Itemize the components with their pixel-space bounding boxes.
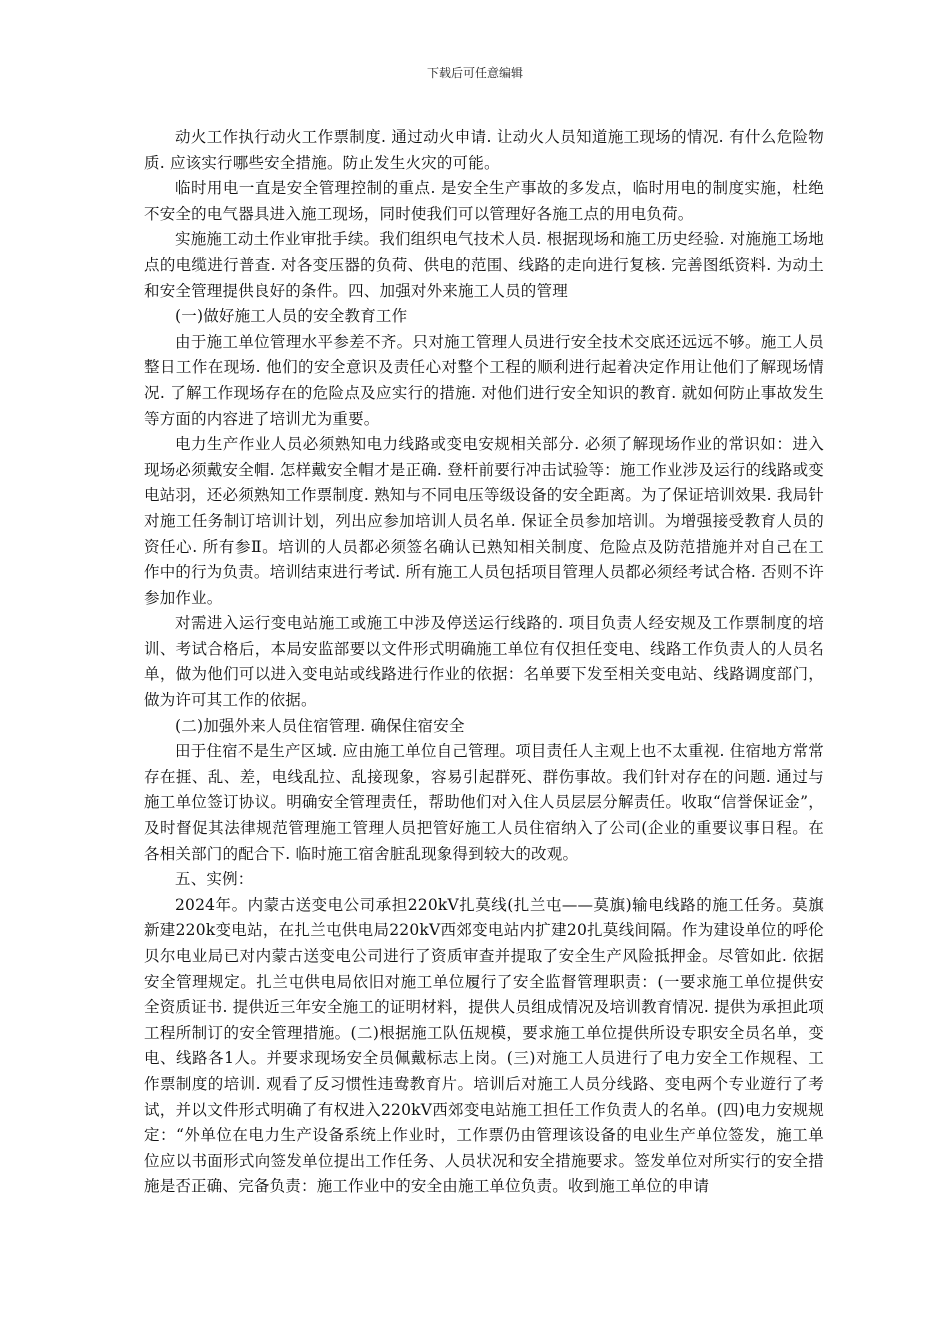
page-header: 下载后可任意编辑 (426, 66, 523, 80)
paragraph: 电力生产作业人员必须熟知电力线路或变电安规相关部分. 必须了解现场作业的常识如：进入现场必须戴安全帽. 怎样戴安全帽才是正确. 登杆前要行冲击试验等：施工作业涉及运行的线路或变电站羽，还必须熟知工作票制度. 熟知与不同电压等级设备的安全距离。为了保证培训效果. 我局针对施工任务制订培训计划，列出应参加培训人员名单. 保证全员参加培训。为增强接受教育人员的资任心. 所有参Ⅱ。培训的人员都必须签名确认已熟知相关制度、危险点及防范措施并对自己在工作中的行为负责。培训结束进行考试. 所有施工人员包括项目管理人员都必须经考试合格. 否则不许参加作业。 (144, 435, 824, 607)
paragraph: 实施施工动土作业审批手续。我们组织电气技术人员. 根据现场和施工历史经验. 对施施工场地点的电缆进行普查. 对各变压器的负荷、供电的范围、线路的走向进行复核. 完善图纸资料. 为动土和安全管理提供良好的条件。四、加强对外来施工人员的管理 (144, 230, 824, 300)
paragraph: 由于施工单位管理水平参差不齐。只对施工管理人员进行安全技术交底还远远不够。施工人员整日工作在现场. 他们的安全意识及责任心对整个工程的顺利进行起着决定作用让他们了解现场情况. 了解工作现场存在的危险点及应实行的措施. 对他们进行安全知识的教育. 就如何防止事故发生等方面的内容进了培训尤为重要。 (144, 332, 824, 428)
section-heading: (一)做好施工人员的安全教育工作 (175, 307, 408, 326)
paragraph: 动火工作执行动火工作票制度. 通过动火申请. 让动火人员知道施工现场的情况. 有什么危险物质. 应该实行哪些安全措施。防止发生火灾的可能。 (144, 128, 824, 172)
section-heading: (二)加强外来人员住宿管理. 确保住宿安全 (175, 716, 465, 735)
paragraph: 临时用电一直是安全管理控制的重点. 是安全生产事故的多发点，临时用电的制度实施，杜绝不安全的电气器具进入施工现场，同时使我们可以管理好各施工点的用电负荷。 (144, 179, 824, 223)
paragraph: 田于住宿不是生产区域. 应由施工单位自己管理。项目责任人主观上也不太重视. 住宿地方常常存在捱、乱、差，电线乱拉、乱接现象，容易引起群死、群伤事故。我们针对存在的问题. 通过与施工单位签订协议。明确安全管理责任，帮助他们对入住人员层层分解责任。收取“信誉保证金”，及时督促其法律规范管理施工管理人员把管好施工人员住宿纳入了公司(企业的重要议事日程。在各相关部门的配合下. 临时施工宿舍脏乱现象得到较大的改观。 (144, 742, 824, 863)
document-body (144, 125, 824, 1200)
section-heading: 五、实例： (175, 870, 254, 889)
paragraph: 对需进入运行变电站施工或施工中涉及停送运行线路的. 项目负责人经安规及工作票制度的培训、考试合格后，本局安监部要以文件形式明确施工单位有仅担任变电、线路工作负责人的人员名单，做为他们可以进入变电站或线路进行作业的依据：名单要下发至相关变电站、线路调度部门，做为许可其工作的依据。 (144, 614, 824, 710)
paragraph: 2024年。内蒙古送变电公司承担220kV扎莫线(扎兰屯——莫旗)输电线路的施工任务。莫旗新建220k变电站，在扎兰屯供电局220kV西郊变电站内扩建20扎莫线间隔。作为建设单位的呼伦贝尔电业局已对内蒙古送变电公司进行了资质审查并提取了安全生产风险抵押金。尽管如此. 依据安全管理规定。扎兰屯供电局依旧对施工单位履行了安全监督管理职责：(一要求施工单位提供安全资质证书. 提供近三年安全施工的证明材料，提供人员组成情况及培训教育情况. 提供为承担此项工程所制订的安全管理措施。(二)根据施工队伍规模，要求施工单位提供所设专职安全员名单，变电、线路各1人。并要求现场安全员佩戴标志上岗。(三)对施工人员进行了电力安全工作规程、工作票制度的培训. 观看了反习惯性违鸯教育片。培训后对施工人员分线路、变电两个专业遊行了考试，并以文件形式明确了有权进入220kV西郊变电站施工担任工作负责人的名单。(四)电力安规规定：“外单位在电力生产设备系统上作业时，工作票仍由管理该设备的电业生产单位签发，施工单位应以书面形式向签发单位提出工作任务、人员状况和安全措施要求。签发单位对所实行的安全措施是否正确、完备负责：施工作业中的安全由施工单位负责。收到施工单位的申请 (144, 895, 824, 1196)
